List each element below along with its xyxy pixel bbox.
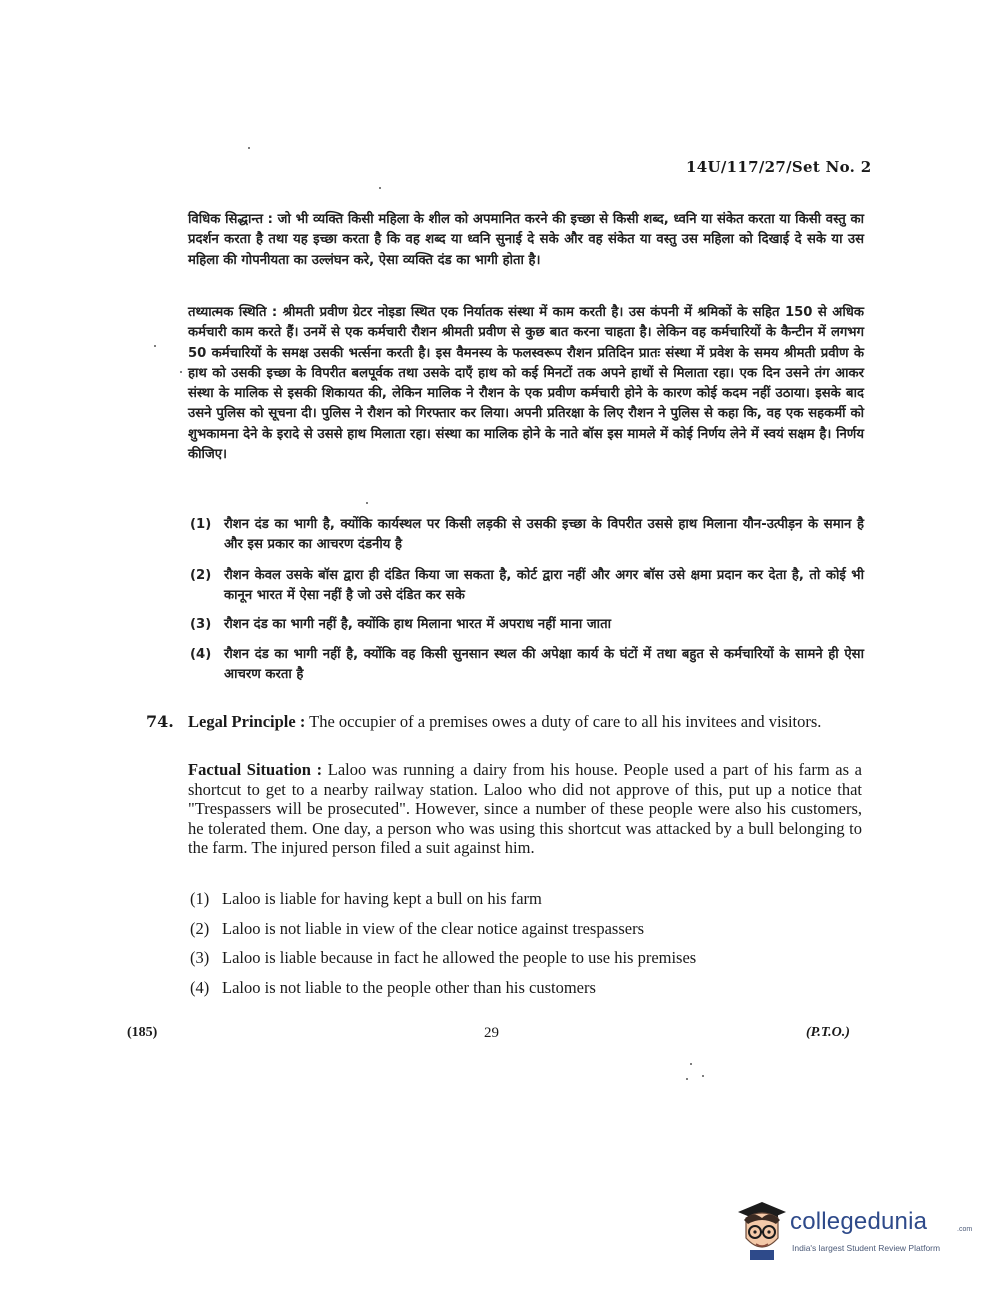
scan-speck — [248, 147, 250, 149]
legal-principle-text: The occupier of a premises owes a duty of care to all his invitees and visitors. — [309, 712, 822, 731]
q73-option-4 — [190, 645, 864, 684]
option-text: रौशन दंड का भागी है, क्योंकि कार्यस्थल पर किसी लड़की से उसकी इच्छा के विपरीत उससे हाथ मिलाना यौन-उत्पीड़न के समान है और इस प्रकार का आचरण दंडनीय है — [224, 517, 864, 552]
scan-speck — [379, 187, 381, 189]
scan-speck — [702, 1075, 704, 1077]
option-number: (1) — [190, 889, 210, 908]
collegedunia-watermark — [732, 1198, 972, 1262]
q74-factual-situation — [188, 760, 862, 858]
q74-option-1 — [190, 889, 542, 909]
option-text: Laloo is not liable in view of the clear notice against trespassers — [222, 919, 644, 938]
q74-option-4 — [190, 978, 596, 998]
option-number: (4) — [190, 978, 210, 997]
q73-option-3 — [190, 615, 864, 635]
mascot-icon — [732, 1198, 788, 1262]
option-text: Laloo is liable because in fact he allowed the people to use his premises — [222, 948, 697, 967]
q73-option-1 — [190, 515, 864, 554]
scan-speck — [180, 371, 182, 373]
option-text: रौशन केवल उसके बॉस द्वारा ही दंडित किया जा सकता है, कोर्ट द्वारा नहीं और अगर बॉस उसे क्षमा प्रदान कर देता है, तो कोई भी कानून भारत में ऐसा नहीं है जो उसे दंडित कर सके — [224, 568, 864, 603]
scan-speck — [686, 1078, 688, 1080]
scan-speck — [366, 502, 368, 504]
option-number: (1) — [190, 517, 212, 532]
q74-legal-principle — [188, 712, 862, 732]
option-number: (4) — [190, 647, 212, 662]
option-number: (2) — [190, 919, 210, 938]
legal-principle-label: Legal Principle : — [188, 712, 306, 731]
option-text: Laloo is not liable to the people other than his customers — [222, 978, 596, 997]
q73-factual-situation-hindi: तथ्यात्मक स्थिति : श्रीमती प्रवीण ग्रेटर नोइडा स्थित एक निर्यातक संस्था में काम करती है। उस कंपनी में श्रमिकों के सहित 150 से अधिक कर्मचारी काम करते हैं। उनमें से एक कर्मचारी रौशन श्रीमती प्रवीण से कुछ बात करना चाहता है। लेकिन वह कर्मचारियों के कैन्टीन में लगभग 50 कर्मचारियों के समक्ष उसकी भर्त्सना करती है। इस वैमनस्य के फलस्वरूप रौशन प्रतिदिन प्रातः संस्था में प्रवेश के समय श्रीमती प्रवीण के हाथ को उसकी इच्छा के विपरीत बलपूर्वक तथा उसके दाएँ हाथ को कई मिनटों तक अपने हाथों से मिलाता रहा। एक दिन उसने तंग आकर संस्था के मालिक से इसकी शिकायत की, लेकिन मालिक ने रौशन के एक प्रवीण कर्मचारी होने के कारण कोई कदम नहीं उठाया। इसके बाद उसने पुलिस को सूचना दी। पुलिस ने रौशन को गिरफ्तार कर लिया। अपनी प्रतिरक्षा के लिए रौशन ने पुलिस से कहा कि, वह एक सहकर्मी को शुभकामना देने के इरादे से उससे हाथ मिलाता रहा। संस्था का मालिक होने के नाते बॉस इस मामले में कोई निर्णय लेने में स्वयं सक्षम है। निर्णय कीजिए। — [188, 305, 864, 463]
option-number: (3) — [190, 617, 212, 632]
brand-name: collegedunia — [790, 1208, 928, 1235]
q73-option-2 — [190, 566, 864, 605]
option-number: (2) — [190, 568, 212, 583]
option-text: रौशन दंड का भागी नहीं है, क्योंकि वह किसी सुनसान स्थल की अपेक्षा कार्य के घंटों में तथा बहुत से कर्मचारियों के सामने ही ऐसा आचरण करता है — [224, 647, 864, 682]
page-number: 29 — [484, 1025, 499, 1041]
factual-situation-text: Laloo was running a dairy from his house. People used a part of his farm as a shortcut to get to a nearby railway station. Laloo who did not approve of this, put up a notice that "Trespassers will be prosecuted". However, since a number of these people were also his customers, he tolerated them. One day, a person who was using this shortcut was attacked by a bull belonging to the farm. The injured person filed a suit against him. — [188, 760, 862, 857]
factual-situation-label: Factual Situation : — [188, 760, 323, 779]
q74-option-3 — [190, 948, 696, 968]
option-text: Laloo is liable for having kept a bull on his farm — [222, 889, 542, 908]
paper-code: 14U/117/27/Set No. 2 — [686, 158, 872, 176]
pto-label: (P.T.O.) — [806, 1025, 850, 1040]
q74-option-2 — [190, 919, 644, 939]
brand-tagline: India's largest Student Review Platform — [792, 1243, 941, 1253]
option-number: (3) — [190, 948, 210, 967]
scan-speck — [690, 1063, 692, 1065]
question-number: 74. — [146, 712, 174, 731]
scan-speck — [154, 345, 156, 347]
q73-legal-principle-hindi: विधिक सिद्धान्त : जो भी व्यक्ति किसी महिला के शील को अपमानित करने की इच्छा से किसी शब्द, ध्वनि या संकेत करता या किसी वस्तु का प्रदर्शन करता है तथा यह इच्छा करता है कि वह शब्द या ध्वनि सुनाई दे सके और वह संकेत या वस्तु उस महिला को दिखाई दे सके या उस महिला की गोपनीयता का उल्लंघन करे, ऐसा व्यक्ति दंड का भागी होता है। — [188, 212, 864, 268]
brand-suffix: .com — [957, 1226, 973, 1233]
footer-code: (185) — [127, 1025, 158, 1040]
option-text: रौशन दंड का भागी नहीं है, क्योंकि हाथ मिलाना भारत में अपराध नहीं माना जाता — [224, 617, 612, 632]
